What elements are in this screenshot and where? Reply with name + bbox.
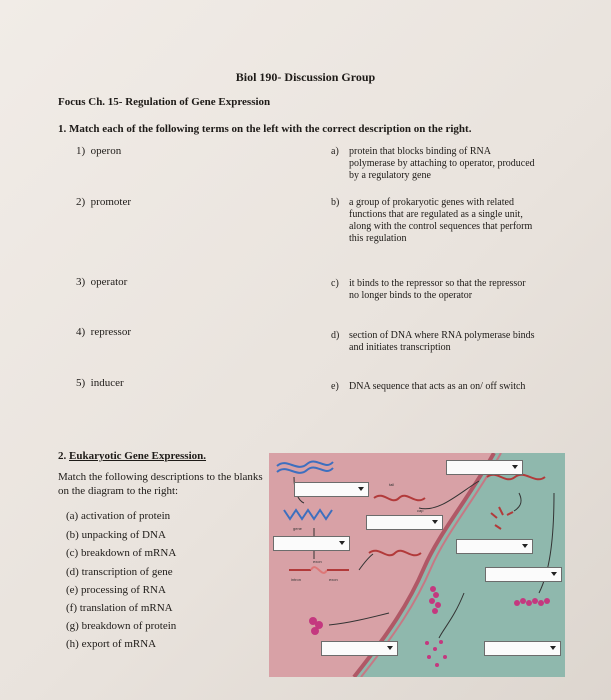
description-b: b) a group of prokaryotic genes with related functions that are regulated as a single unit, along with the control sequences that perform this regulation xyxy=(331,197,533,244)
question-2-title: 2. Eukaryotic Gene Expression. xyxy=(58,450,207,462)
answer-dropdown-6[interactable] xyxy=(485,567,562,582)
description-e: e) DNA sequence that acts as an on/ off switch xyxy=(331,381,526,392)
term-operon: 1) operon xyxy=(76,145,122,157)
mrna-cytoplasm xyxy=(487,475,545,480)
option-h: (h) export of mRNA xyxy=(66,638,157,650)
chevron-down-icon xyxy=(432,520,438,524)
option-c: (c) breakdown of mRNA xyxy=(66,547,177,559)
option-e: (e) processing of RNA xyxy=(66,584,166,596)
tail-label: tail xyxy=(389,482,395,487)
option-f: (f) translation of mRNA xyxy=(66,602,173,614)
option-a: (a) activation of protein xyxy=(66,510,171,522)
chevron-down-icon xyxy=(522,544,528,548)
term-operator: 3) operator xyxy=(76,276,128,288)
answer-dropdown-2[interactable] xyxy=(294,482,369,497)
chevron-down-icon xyxy=(387,646,393,650)
term-inducer: 5) inducer xyxy=(76,377,124,389)
term-promoter: 2) promoter xyxy=(76,196,131,208)
option-g: (g) breakdown of protein xyxy=(66,620,177,632)
gene-expression-diagram xyxy=(269,453,565,677)
answer-dropdown-3[interactable] xyxy=(366,515,443,530)
page-title: Biol 190- Discussion Group xyxy=(235,70,376,84)
intron-label: intron xyxy=(291,577,302,582)
gene-label: gene xyxy=(293,526,302,531)
answer-dropdown-7[interactable] xyxy=(321,641,398,656)
description-d: d) section of DNA where RNA polymerase binds and initiates transcription xyxy=(331,330,535,353)
focus-heading: Focus Ch. 15- Regulation of Gene Expression xyxy=(58,96,271,108)
question-1-prompt: 1. Match each of the following terms on the left with the correct description on the right. xyxy=(58,123,472,135)
exon-label-2: exon xyxy=(329,577,338,582)
description-c: c) it binds to the repressor so that the repressor no longer binds to the operator xyxy=(331,278,526,301)
option-d: (d) transcription of gene xyxy=(66,566,173,578)
chevron-down-icon xyxy=(512,465,518,469)
option-b: (b) unpacking of DNA xyxy=(66,529,166,541)
protein-fragments xyxy=(425,640,447,667)
cap-label: cap xyxy=(417,508,424,513)
chevron-down-icon xyxy=(339,541,345,545)
chevron-down-icon xyxy=(551,572,557,576)
answer-dropdown-4[interactable] xyxy=(273,536,350,551)
description-a: a) protein that blocks binding of RNA polymerase by attaching to operator, produced by a regulatory gene xyxy=(331,146,535,181)
answer-dropdown-1[interactable] xyxy=(446,460,523,475)
answer-dropdown-8[interactable] xyxy=(484,641,561,656)
chevron-down-icon xyxy=(550,646,556,650)
exon-label: exon xyxy=(313,559,322,564)
term-repressor: 4) repressor xyxy=(76,326,131,338)
question-2-intro: Match the following descriptions to the blanks on the diagram to the right: xyxy=(58,471,263,497)
answer-dropdown-5[interactable] xyxy=(456,539,533,554)
chevron-down-icon xyxy=(358,487,364,491)
mrna-fragments xyxy=(491,507,513,529)
